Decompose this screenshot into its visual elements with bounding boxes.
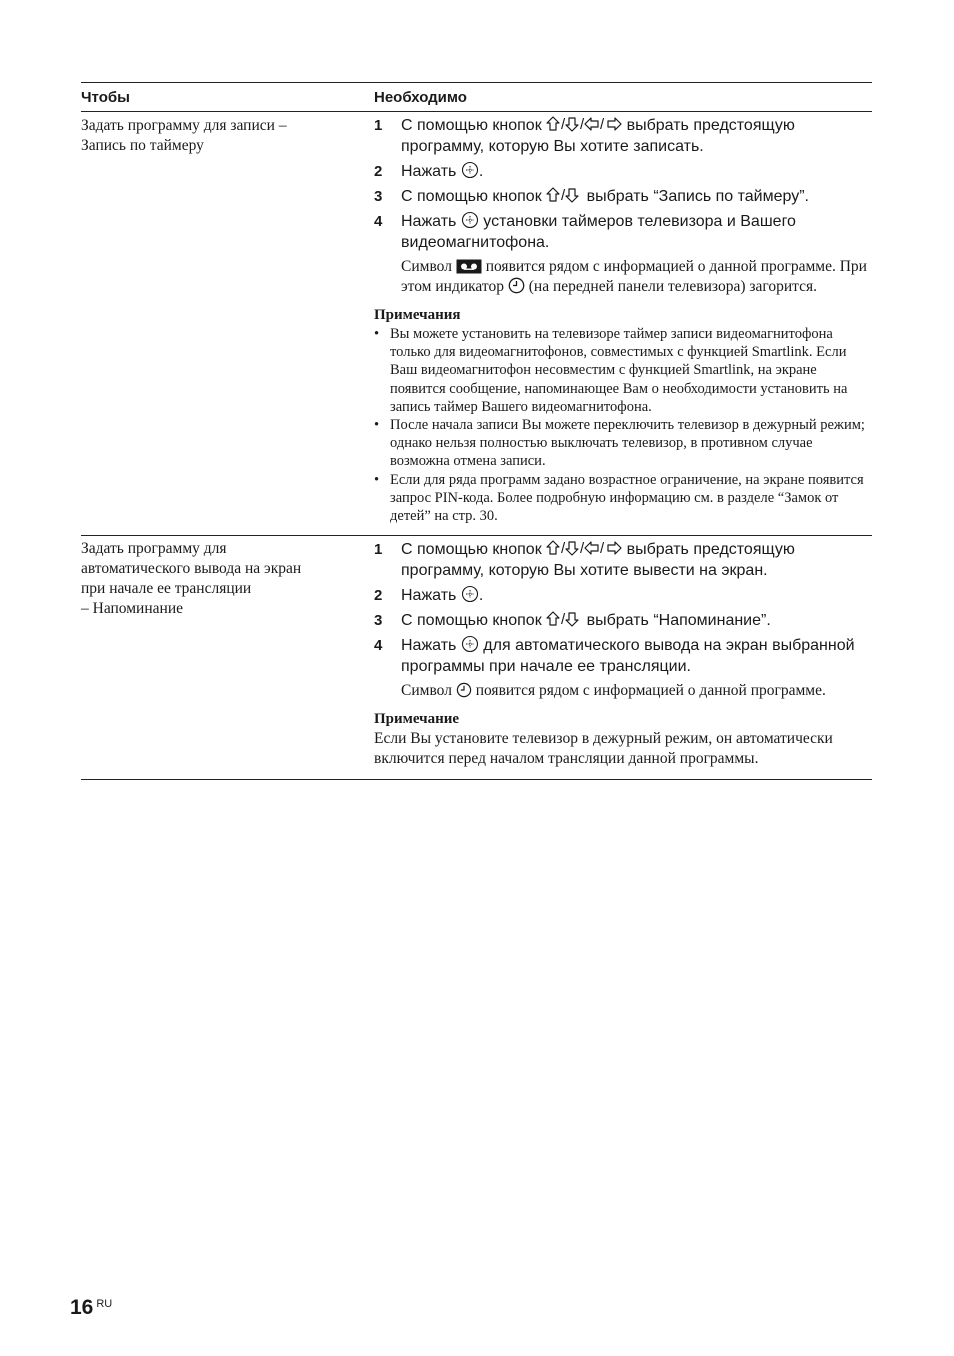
row-label: Задать программу для записи – Запись по таймеру	[81, 117, 287, 154]
step-3: 3 С помощью кнопок / выбрать “Запись по таймеру”.	[374, 187, 809, 205]
svg-text:/: /	[561, 540, 566, 558]
notes-list	[374, 325, 872, 525]
page-number: 16	[70, 1296, 94, 1319]
step-4: 4 Нажать для автоматического вывода на экран выбранной программы при начале ее трансляции.	[374, 637, 855, 676]
notes-title: Примечания	[374, 307, 461, 323]
list-item: • Вы можете установить на телевизоре таймер записи видеомагнитофона только для видеомагнитофонов, совместимых с функцией Smartlink. Если Ваш видеомагнитофон несовместим с функцией Smartlink, на экране появится сообщение, напоминающее Вам о необходимости установить на запись таймер Вашего видеомагнитофона.	[374, 325, 872, 416]
reminder-clock-icon	[456, 682, 472, 699]
ok-button-icon	[461, 213, 479, 230]
svg-text:/: /	[580, 540, 585, 558]
row-instructions	[374, 536, 872, 779]
step-4: 4 Нажать установки таймеров телевизора и Вашего видеомагнитофона.	[374, 213, 796, 251]
row-label: Задать программу для автоматического вывода на экран при начале ее трансляции – Напоминание	[81, 540, 302, 618]
header-col-required: Необходимо	[374, 88, 467, 106]
table-row	[81, 536, 872, 780]
svg-text:/: /	[600, 540, 605, 558]
step-4-detail: Символ появится рядом с информацией о данной программе.	[401, 682, 826, 700]
header-col-to-do: Чтобы	[81, 88, 130, 106]
timer-clock-icon	[508, 278, 525, 295]
arrow-up-down-icon	[546, 188, 582, 205]
ok-button-icon	[461, 637, 479, 654]
vcr-record-icon	[456, 258, 482, 275]
row-instructions	[374, 112, 872, 535]
arrow-buttons-icon	[546, 541, 622, 558]
note-text: Если Вы установите телевизор в дежурный режим, он автоматически включится перед началом трансляции данной программы.	[374, 730, 833, 768]
svg-text:/: /	[561, 187, 566, 204]
table-row	[81, 112, 872, 536]
step-1: 1 С помощью кнопок / / / выбрать предстоящую программу, которую Вы хотите записать.	[374, 116, 795, 155]
list-item: • Если для ряда программ задано возрастное ограничение, на экране появится запрос PIN-кода. Более подробную информацию см. в разделе “Замок от детей” на стр. 30.	[374, 471, 872, 526]
language-code: RU	[96, 1298, 113, 1310]
ok-button-icon	[461, 587, 479, 604]
arrow-buttons-icon	[546, 117, 622, 134]
step-1: 1 С помощью кнопок / / / выбрать предстоящую программу, которую Вы хотите вывести на экран.	[374, 540, 795, 580]
arrow-up-down-icon	[546, 612, 582, 629]
svg-text:/: /	[580, 116, 585, 133]
svg-text:/: /	[600, 116, 605, 133]
page-footer	[70, 1296, 112, 1320]
step-4-detail: Символ появится рядом с информацией о данной программе. При этом индикатор (на передней панели телевизора) загорится.	[401, 258, 867, 295]
svg-text:/: /	[561, 116, 566, 133]
step-2: 2 Нажать .	[374, 587, 484, 605]
step-3: 3 С помощью кнопок / выбрать “Напоминание”.	[374, 611, 771, 630]
svg-text:/: /	[561, 611, 566, 629]
list-item: • После начала записи Вы можете переключить телевизор в дежурный режим; однако нельзя полностью выключать телевизор, в противном случае возможна отмена записи.	[374, 416, 872, 471]
note-title: Примечание	[374, 711, 460, 728]
ok-button-icon	[461, 163, 479, 180]
instruction-table	[81, 82, 872, 780]
step-2: 2 Нажать .	[374, 163, 484, 180]
table-header	[81, 83, 872, 112]
